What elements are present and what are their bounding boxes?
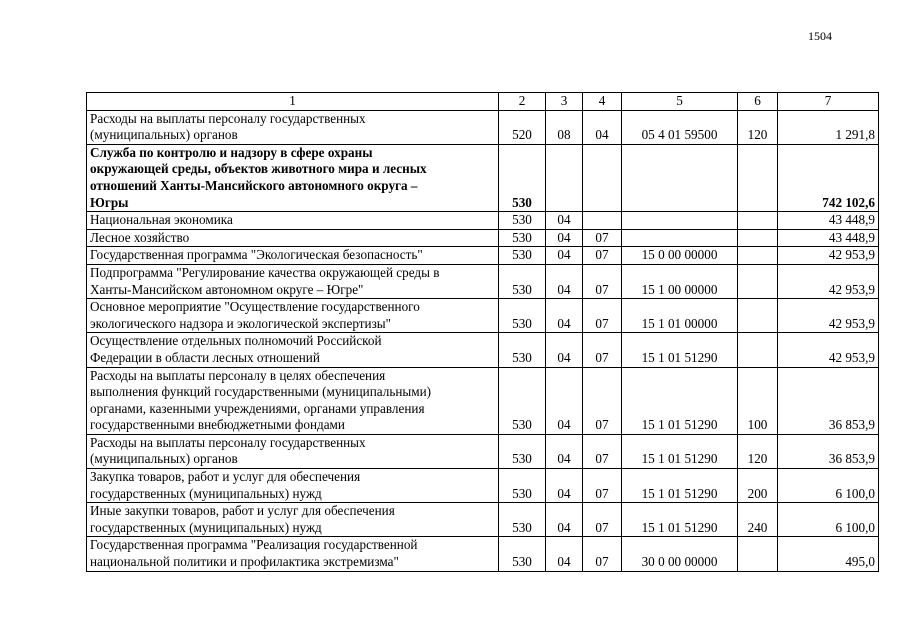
row-ved-code: 530 — [499, 247, 546, 265]
table-header-row — [87, 93, 879, 111]
row-amount: 43 448,9 — [778, 229, 879, 247]
table-row — [87, 110, 879, 144]
budget-table — [86, 92, 879, 572]
row-section-code: 04 — [546, 367, 583, 434]
row-section-code: 04 — [546, 212, 583, 230]
table-row — [87, 503, 879, 537]
row-section-code: 04 — [546, 299, 583, 333]
row-expense-type — [738, 247, 778, 265]
row-subsection-code: 07 — [583, 333, 622, 367]
page-number: 1504 — [808, 29, 832, 43]
row-amount: 6 100,0 — [778, 503, 879, 537]
row-amount: 42 953,9 — [778, 247, 879, 265]
row-subsection-code: 07 — [583, 537, 622, 571]
row-amount: 1 291,8 — [778, 110, 879, 144]
row-amount: 42 953,9 — [778, 333, 879, 367]
row-ved-code: 530 — [499, 434, 546, 468]
row-name: Осуществление отдельных полномочий Российской Федерации в области лесных отношений — [87, 333, 499, 367]
row-target-article: 15 1 01 51290 — [622, 469, 738, 503]
row-amount: 6 100,0 — [778, 469, 879, 503]
table-row — [87, 264, 879, 298]
row-name: Государственная программа "Реализация государственной национальной политики и профилактика экстремизма" — [87, 537, 499, 571]
row-amount: 742 102,6 — [778, 144, 879, 211]
row-section-code: 04 — [546, 264, 583, 298]
row-expense-type — [738, 212, 778, 230]
row-expense-type — [738, 264, 778, 298]
row-name: Подпрограмма "Регулирование качества окружающей среды в Ханты-Мансийском автономном округе – Югре" — [87, 264, 499, 298]
row-target-article — [622, 144, 738, 211]
row-target-article: 15 1 01 00000 — [622, 299, 738, 333]
row-subsection-code: 04 — [583, 110, 622, 144]
row-target-article: 30 0 00 00000 — [622, 537, 738, 571]
row-amount: 42 953,9 — [778, 299, 879, 333]
row-ved-code: 530 — [499, 537, 546, 571]
row-section-code: 04 — [546, 434, 583, 468]
row-expense-type — [738, 537, 778, 571]
row-subsection-code: 07 — [583, 367, 622, 434]
row-subsection-code: 07 — [583, 229, 622, 247]
row-subsection-code: 07 — [583, 264, 622, 298]
row-target-article: 15 1 01 51290 — [622, 503, 738, 537]
row-target-article: 05 4 01 59500 — [622, 110, 738, 144]
row-subsection-code — [583, 144, 622, 211]
row-name: Расходы на выплаты персоналу государственных (муниципальных) органов — [87, 110, 499, 144]
row-ved-code: 530 — [499, 469, 546, 503]
column-header: 5 — [622, 93, 738, 111]
table-row — [87, 212, 879, 230]
row-ved-code: 530 — [499, 212, 546, 230]
row-target-article — [622, 212, 738, 230]
row-target-article: 15 0 00 00000 — [622, 247, 738, 265]
row-name: Лесное хозяйство — [87, 229, 499, 247]
row-section-code: 04 — [546, 537, 583, 571]
table-row — [87, 299, 879, 333]
row-ved-code: 530 — [499, 144, 546, 211]
row-subsection-code: 07 — [583, 503, 622, 537]
row-amount: 42 953,9 — [778, 264, 879, 298]
table-row — [87, 367, 879, 434]
row-ved-code: 530 — [499, 503, 546, 537]
table-row — [87, 247, 879, 265]
row-name: Национальная экономика — [87, 212, 499, 230]
table-row — [87, 229, 879, 247]
row-amount: 36 853,9 — [778, 367, 879, 434]
row-ved-code: 530 — [499, 264, 546, 298]
column-header: 1 — [87, 93, 499, 111]
row-name: Расходы на выплаты персоналу государственных (муниципальных) органов — [87, 434, 499, 468]
row-expense-type — [738, 333, 778, 367]
row-amount: 43 448,9 — [778, 212, 879, 230]
row-name: Основное мероприятие "Осуществление государственного экологического надзора и экологической экспертизы" — [87, 299, 499, 333]
table-row — [87, 434, 879, 468]
row-name: Расходы на выплаты персоналу в целях обеспечения выполнения функций государственными (муниципальными) органами, казенными учреждениями, органами управления государственными внебюджетными фондами — [87, 367, 499, 434]
row-expense-type: 120 — [738, 434, 778, 468]
row-target-article: 15 1 01 51290 — [622, 333, 738, 367]
row-expense-type: 100 — [738, 367, 778, 434]
column-header: 7 — [778, 93, 879, 111]
row-subsection-code: 07 — [583, 434, 622, 468]
row-target-article: 15 1 01 51290 — [622, 434, 738, 468]
row-expense-type — [738, 299, 778, 333]
row-target-article: 15 1 00 00000 — [622, 264, 738, 298]
table-row — [87, 333, 879, 367]
table-row — [87, 469, 879, 503]
column-header: 4 — [583, 93, 622, 111]
row-section-code: 04 — [546, 469, 583, 503]
row-section-code: 08 — [546, 110, 583, 144]
column-header: 6 — [738, 93, 778, 111]
row-target-article — [622, 229, 738, 247]
column-header: 2 — [499, 93, 546, 111]
row-name: Служба по контролю и надзору в сфере охраны окружающей среды, объектов животного мира и лесных отношений Ханты-Мансийского автономного округа – Югры — [87, 144, 499, 211]
row-expense-type: 200 — [738, 469, 778, 503]
table-row — [87, 144, 879, 211]
column-header: 3 — [546, 93, 583, 111]
table-row — [87, 537, 879, 571]
row-expense-type: 240 — [738, 503, 778, 537]
row-ved-code: 530 — [499, 367, 546, 434]
row-ved-code: 530 — [499, 229, 546, 247]
row-section-code: 04 — [546, 229, 583, 247]
row-section-code: 04 — [546, 503, 583, 537]
row-subsection-code: 07 — [583, 469, 622, 503]
row-expense-type — [738, 144, 778, 211]
row-section-code — [546, 144, 583, 211]
row-name: Государственная программа "Экологическая безопасность" — [87, 247, 499, 265]
row-target-article: 15 1 01 51290 — [622, 367, 738, 434]
row-section-code: 04 — [546, 247, 583, 265]
row-ved-code: 530 — [499, 333, 546, 367]
row-name: Закупка товаров, работ и услуг для обеспечения государственных (муниципальных) нужд — [87, 469, 499, 503]
row-amount: 36 853,9 — [778, 434, 879, 468]
row-subsection-code: 07 — [583, 247, 622, 265]
row-subsection-code — [583, 212, 622, 230]
row-expense-type: 120 — [738, 110, 778, 144]
row-section-code: 04 — [546, 333, 583, 367]
row-ved-code: 530 — [499, 299, 546, 333]
row-subsection-code: 07 — [583, 299, 622, 333]
row-amount: 495,0 — [778, 537, 879, 571]
row-name: Иные закупки товаров, работ и услуг для обеспечения государственных (муниципальных) нужд — [87, 503, 499, 537]
row-expense-type — [738, 229, 778, 247]
row-ved-code: 520 — [499, 110, 546, 144]
